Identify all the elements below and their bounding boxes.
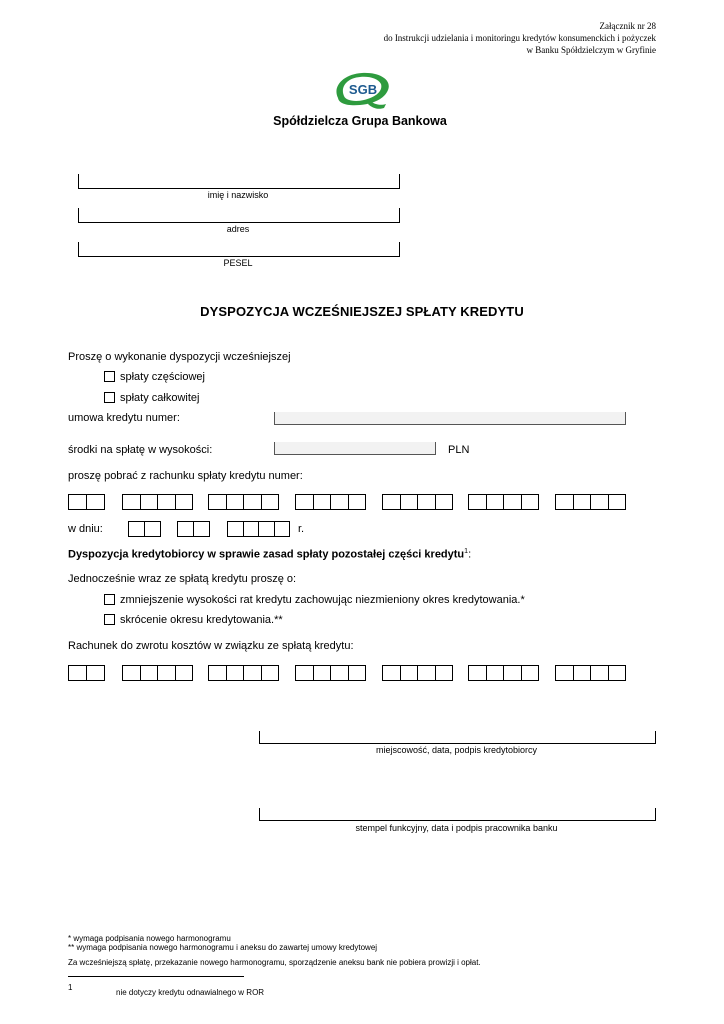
account-digits-group-6[interactable] [468,494,539,510]
pesel-caption: PESEL [223,258,253,268]
refund-digits-group-2[interactable] [122,665,193,681]
attachment-instruction: do Instrukcji udzielania i monitoringu kredytów konsumenckich i pożyczek [383,33,656,43]
refund-account-label: Rachunek do zwrotu kosztów w związku ze spłatą kredytu: [68,640,354,652]
partial-repayment-checkbox[interactable] [104,371,115,382]
date-day-boxes[interactable] [128,521,161,537]
form-title: DYSPOZYCJA WCZEŚNIEJSZEJ SPŁATY KREDYTU [200,304,524,319]
account-digits-group-5[interactable] [382,494,453,510]
full-repayment-label: spłaty całkowitej [120,392,200,404]
disposition-heading-text: Dyspozycja kredytobiorcy w sprawie zasad spłaty pozostałej części kredytu [68,548,465,561]
attachment-bank: w Banku Spółdzielczym w Gryfinie [526,45,656,55]
amount-field[interactable] [274,442,436,455]
disposition-heading [68,548,471,561]
account-digits-group-2[interactable] [122,494,193,510]
refund-digits-group-1[interactable] [68,665,105,681]
shorten-period-label: skrócenie okresu kredytowania.** [120,614,283,626]
account-digits-group-4[interactable] [295,494,366,510]
account-number-label: proszę pobrać z rachunku spłaty kredytu numer: [68,470,303,482]
reduce-installments-label: zmniejszenie wysokości rat kredytu zachowując niezmieniony okres kredytowania.* [120,594,525,606]
employee-signature-field[interactable] [259,808,656,821]
employee-signature-caption: stempel funkcyjny, data i podpis pracownika banku [355,823,558,833]
fee-note: Za wcześniejszą spłatę, przekazanie nowego harmonogramu, sporządzenie aneksu bank nie pobiera prowizji i opłat. [68,958,481,967]
footnote-1-text: nie dotyczy kredytu odnawialnego w ROR [116,988,265,997]
footnote-star1: * wymaga podpisania nowego harmonogramu [68,934,231,943]
contract-number-label: umowa kredytu numer: [68,412,180,424]
contract-number-field[interactable] [274,412,626,425]
attachment-note [276,20,656,56]
amount-label: środki na spłatę w wysokości: [68,444,213,456]
disposition-intro: Jednocześnie wraz ze spłatą kredytu proszę o: [68,573,297,585]
date-year-boxes[interactable] [227,521,290,537]
account-digits-group-7[interactable] [555,494,626,510]
refund-digits-group-5[interactable] [382,665,453,681]
shorten-period-checkbox[interactable] [104,614,115,625]
footnote-star2: ** wymaga podpisania nowego harmonogramu i aneksu do zawartej umowy kredytowej [68,943,378,952]
full-repayment-checkbox[interactable] [104,392,115,403]
date-label: w dniu: [68,523,103,535]
request-intro: Proszę o wykonanie dyspozycji wcześniejszej [68,351,291,363]
name-field[interactable] [78,174,400,189]
account-digits-group-3[interactable] [208,494,279,510]
footnote-1-mark: 1 [68,983,73,992]
footnote-separator [68,976,244,977]
borrower-signature-caption: miejscowość, data, podpis kredytobiorcy [375,745,538,755]
organization-name: Spółdzielcza Grupa Bankowa [273,114,447,128]
refund-digits-group-7[interactable] [555,665,626,681]
address-field[interactable] [78,208,400,223]
date-month-boxes[interactable] [177,521,210,537]
date-suffix: r. [298,523,305,535]
reduce-installments-checkbox[interactable] [104,594,115,605]
logo-tail [368,101,386,109]
name-caption: imię i nazwisko [207,190,269,200]
refund-digits-group-6[interactable] [468,665,539,681]
borrower-signature-field[interactable] [259,731,656,744]
refund-digits-group-4[interactable] [295,665,366,681]
currency-label: PLN [448,444,470,456]
partial-repayment-label: spłaty częściowej [120,371,205,383]
attachment-number: Załącznik nr 28 [599,21,656,31]
pesel-field[interactable] [78,242,400,257]
account-digits-group-1[interactable] [68,494,105,510]
address-caption: adres [226,224,250,234]
disposition-heading-colon: : [468,548,472,561]
logo-text: SGB [348,82,378,97]
footnote-reference: 1 [464,548,469,555]
refund-digits-group-3[interactable] [208,665,279,681]
sgb-logo [330,68,394,112]
